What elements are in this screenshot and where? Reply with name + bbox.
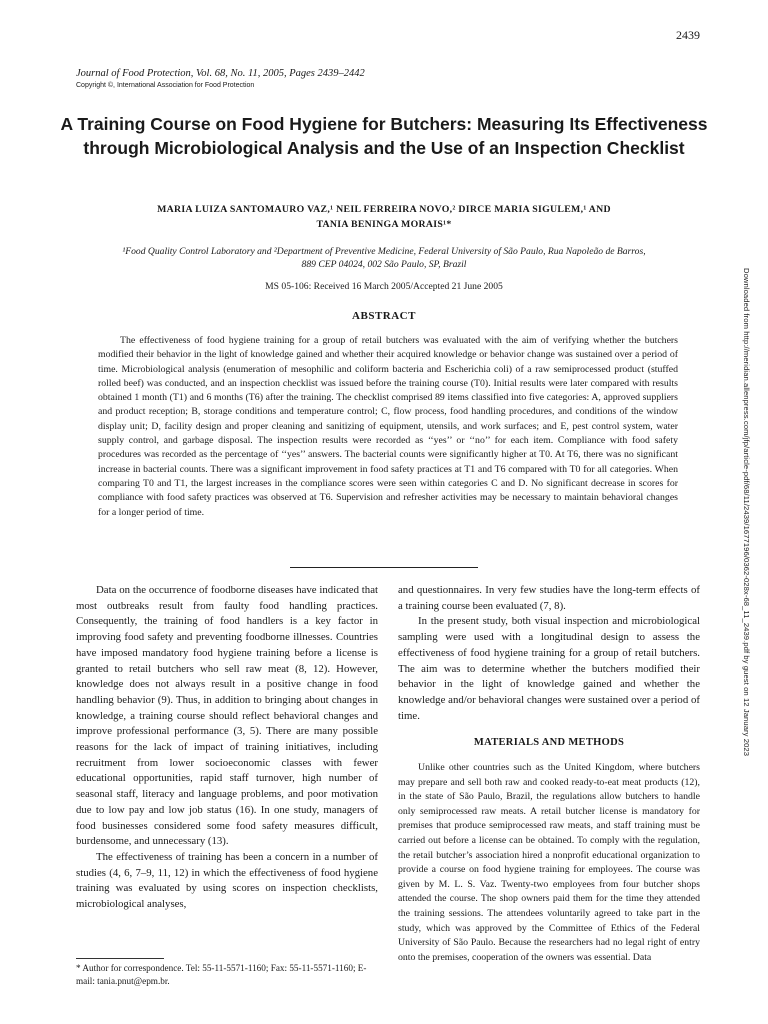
- manuscript-dates: MS 05-106: Received 16 March 2005/Accepted 21 June 2005: [265, 281, 503, 292]
- correspondence-footnote: * Author for correspondence. Tel: 55-11-5571-1160; Fax: 55-11-5571-1160; E-mail: tania.pnut@epm.br.: [76, 963, 367, 986]
- right-column: [398, 583, 700, 965]
- author-line-1: MARIA LUIZA SANTOMAURO VAZ,¹ NEIL FERREIRA NOVO,² DIRCE MARIA SIGULEM,¹ AND: [157, 204, 611, 215]
- intro-paragraph-1: Data on the occurrence of foodborne diseases have indicated that most outbreaks result from faulty food handling practices. Consequently, the training of food handlers is a key factor in improving food safety and preventing foodborne illnesses. Countries have imposed mandatory food hygiene training before a license is granted to retail butchers who sell raw meat (8, 12). However, knowledge does not always result in a positive change in food handling behavior (9). Thus, in addition to bringing about changes in knowledge, a training course should reflect behavioral changes and improve professional performance (3, 5). There are many possible reasons for the lack of impact of training initiatives, including recruitment from lower socioeconomic classes with fewer educational opportunities, rapid staff turnover, high number of seasonal staff, literacy and language problems, and poor motivation due to low pay and low job status (16). In one study, managers of food businesses considered some food safety measures difficult, burdensome, and unnecessary (13).: [76, 584, 378, 848]
- abstract-heading: ABSTRACT: [352, 310, 416, 322]
- affiliation-line-2: 889 CEP 04024, 002 São Paulo, SP, Brazil: [301, 259, 467, 270]
- intro-paragraph-4: In the present study, both visual inspection and microbiological sampling were used with a longitudinal design to assess the effectiveness of food hygiene training for a group of retail butchers. The aim was to determine whether the butchers modified their behavior in the light of knowledge gained and whether the knowledge and/or behavioral changes were sustained over a period of time.: [398, 615, 700, 722]
- download-watermark: Downloaded from http://meridian.allenpress.com/jfp/article-pdf/68/11/2439/1677196/0362-028x-68_11_2439.pdf by guest on 12 January 2023: [742, 268, 751, 757]
- journal-citation: Journal of Food Protection, Vol. 68, No. 11, 2005, Pages 2439–2442: [76, 68, 365, 79]
- left-column: [76, 583, 378, 913]
- intro-paragraph-2: The effectiveness of training has been a concern in a number of studies (4, 6, 7–9, 11, 12) in which the effectiveness of food hygiene training was evaluated by using scores on inspection checklists, microbiological analyses,: [76, 850, 378, 911]
- abstract-text: The effectiveness of food hygiene training for a group of retail butchers was evaluated with the aim of verifying whether the butchers modified their behavior in the light of knowledge gained and whether their acquired knowledge or behavior change was sustained over a period of time. Microbiological analysis (enumeration of mesophilic and coliform bacteria and Escherichia coli) of a raw semiprocessed product (stuffed rolled beef) was conducted, and an inspection checklist was issued before the training course (T0). Initial results were later compared with results obtained 1 month (T1) and 6 months (T6) after the training. The checklist comprised 89 items classified into five categories: A, approved suppliers and product reception; B, storage conditions and temperature control; C, flow process, food handling procedures, and conditions of the window display unit; D, facility design and proper cleaning and sanitizing of equipment, utensils, and work surfaces; and E, pest control system, water supply control, and garbage disposal. The inspection results were recorded as ‘‘yes’’ or ‘‘no’’ for each item. Compliance with food safety procedures was recorded as the percentage of ‘‘yes’’ answers. The bacterial counts were significantly higher at T0. At T6, there was no significant increase in bacterial counts. There was a significant improvement in food safety practices at T1 and T6 compared with T0 for all categories. When comparing T0 and T1, the largest increases in the compliance scores were seen within categories C and D. No significant decrease in scores for compliance with food safety practices was observed at T6. Supervision and refresher activities may be necessary to maintain behavioral changes for a longer period of time.: [98, 335, 678, 518]
- affiliations: [100, 245, 668, 271]
- paper-title: A Training Course on Food Hygiene for Butchers: Measuring Its Effectiveness through Microbiological Analysis and the Use of an Inspection Checklist: [60, 114, 708, 158]
- methods-paragraph-1: Unlike other countries such as the United Kingdom, where butchers may prepare and sell both raw and cooked ready-to-eat meat products (12), in the state of São Paulo, Brazil, the regulations allow butchers to handle only semiprocessed raw meats. A retail butcher license is mandatory for premises that produce semiprocessed raw meats, and staff training must be carried out before a license can be obtained. To comply with the regulation, the retail butcher’s association hired a nonprofit educational organization to provide a course on food hygiene training for employees. The course was given by M. L. S. Vaz. Twenty-two employees from four butcher shops attended the course. The shop owners paid them for the time they attended the training sessions. The attendees voluntarily agreed to take part in the study, which was approved by the Committee of Ethics of the Federal University of São Paulo. Because the researchers had no legal right of entry onto the premises, cooperation of the owners was essential. Data: [398, 762, 700, 963]
- copyright-notice: Copyright ©, International Association for Food Protection: [76, 82, 255, 89]
- footnote-rule: [76, 958, 164, 959]
- intro-paragraph-3: and questionnaires. In very few studies have the long-term effects of a training course been evaluated (7, 8).: [398, 584, 700, 612]
- section-divider: [290, 567, 478, 568]
- author-list: [90, 202, 678, 232]
- author-line-2: TANIA BENINGA MORAIS¹*: [316, 219, 452, 230]
- affiliation-line-1: ¹Food Quality Control Laboratory and ²Department of Preventive Medicine, Federal University of São Paulo, Rua Napoleão de Barros,: [122, 246, 646, 257]
- page-number: 2439: [676, 28, 700, 42]
- methods-heading: MATERIALS AND METHODS: [473, 737, 625, 749]
